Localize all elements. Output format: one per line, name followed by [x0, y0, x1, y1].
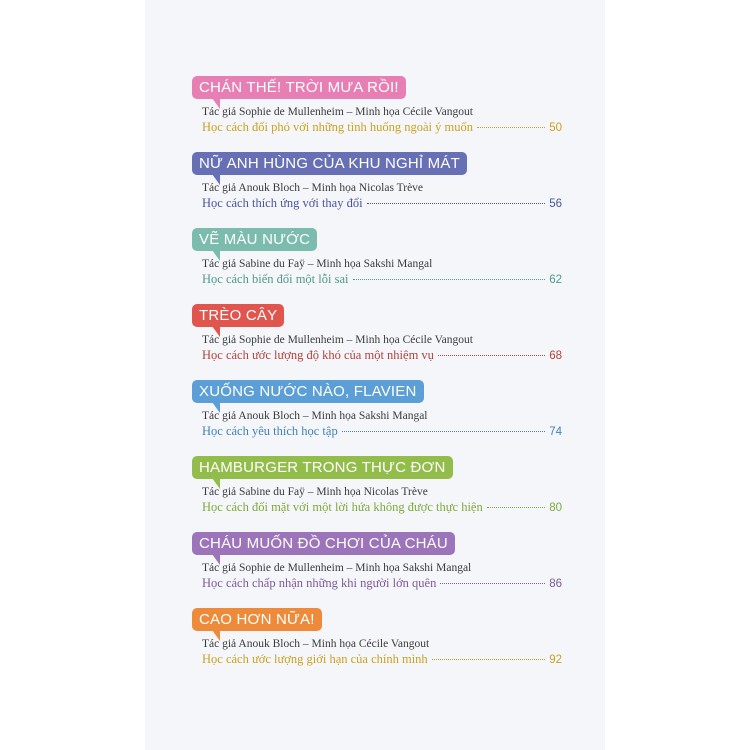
page-number: 86 [549, 578, 562, 590]
toc-entry [192, 76, 562, 135]
dot-leader [432, 659, 546, 660]
dot-leader [477, 127, 545, 128]
speech-bubble [192, 380, 424, 403]
story-title: HAMBURGER TRONG THỰC ĐƠN [192, 456, 453, 479]
toc-entry [192, 380, 562, 439]
author-credit: Tác giả Sabine du Faÿ – Minh họa Sakshi Mangal [202, 258, 433, 270]
story-title: TRÈO CÂY [192, 304, 284, 327]
story-title: CHÁN THẾ! TRỜI MƯA RỒI! [192, 76, 406, 99]
page-number: 62 [549, 274, 562, 286]
page-number: 50 [549, 122, 562, 134]
lesson-text: Học cách yêu thích học tập [202, 424, 338, 438]
dot-leader [367, 203, 546, 204]
lesson-text: Học cách biến đổi một lỗi sai [202, 272, 349, 286]
lesson-text: Học cách ước lượng giới hạn của chính mình [202, 652, 428, 666]
story-title: NỮ ANH HÙNG CỦA KHU NGHỈ MÁT [192, 152, 467, 175]
page-number: 56 [549, 198, 562, 210]
author-credit: Tác giả Sabine du Faÿ – Minh họa Nicolas Trève [202, 486, 428, 498]
page-number: 80 [549, 502, 562, 514]
author-credit: Tác giả Anouk Bloch – Minh họa Cécile Vangout [202, 638, 430, 650]
lesson-line [192, 348, 562, 363]
author-credit: Tác giả Sophie de Mullenheim – Minh họa Cécile Vangout [202, 334, 473, 346]
speech-bubble-tail [212, 250, 220, 261]
page-number: 92 [549, 654, 562, 666]
author-credit: Tác giả Sophie de Mullenheim – Minh họa Cécile Vangout [202, 106, 473, 118]
dot-leader [487, 507, 545, 508]
lesson-text: Học cách chấp nhận những khi người lớn quên [202, 576, 437, 590]
speech-bubble [192, 608, 322, 631]
toc-entry [192, 152, 562, 211]
speech-bubble [192, 152, 467, 175]
author-credit: Tác giả Anouk Bloch – Minh họa Sakshi Mangal [202, 410, 428, 422]
author-credit: Tác giả Anouk Bloch – Minh họa Nicolas Trève [202, 182, 424, 194]
speech-bubble-tail [212, 630, 220, 641]
speech-bubble [192, 456, 453, 479]
lesson-text: Học cách đối mặt với một lời hứa không được thực hiện [202, 500, 483, 514]
dot-leader [438, 355, 545, 356]
lesson-line [192, 652, 562, 667]
speech-bubble [192, 76, 406, 99]
lesson-line [192, 424, 562, 439]
speech-bubble-tail [212, 402, 220, 413]
lesson-line [192, 500, 562, 515]
speech-bubble-tail [212, 98, 220, 109]
story-title: CHÁU MUỐN ĐỒ CHƠI CỦA CHÁU [192, 532, 455, 555]
dot-leader [342, 431, 545, 432]
story-title: XUỐNG NƯỚC NÀO, FLAVIEN [192, 380, 424, 403]
speech-bubble-tail [212, 478, 220, 489]
speech-bubble [192, 228, 317, 251]
page-number: 68 [549, 350, 562, 362]
speech-bubble [192, 532, 455, 555]
toc-entry [192, 456, 562, 515]
page-number: 74 [549, 426, 562, 438]
lesson-line [192, 272, 562, 287]
story-title: VẼ MÀU NƯỚC [192, 228, 317, 251]
lesson-text: Học cách ước lượng độ khó của một nhiệm vụ [202, 348, 434, 362]
author-credit: Tác giả Sophie de Mullenheim – Minh họa Sakshi Mangal [202, 562, 472, 574]
speech-bubble-tail [212, 554, 220, 565]
story-title: CAO HƠN NỮA! [192, 608, 322, 631]
toc-entry [192, 228, 562, 287]
speech-bubble-tail [212, 174, 220, 185]
toc-entry [192, 608, 562, 667]
speech-bubble-tail [212, 326, 220, 337]
toc-entry [192, 304, 562, 363]
lesson-line [192, 120, 562, 135]
lesson-line [192, 196, 562, 211]
lesson-text: Học cách thích ứng với thay đổi [202, 196, 363, 210]
speech-bubble [192, 304, 284, 327]
lesson-line [192, 576, 562, 591]
dot-leader [440, 583, 545, 584]
lesson-text: Học cách đối phó với những tình huống ngoài ý muốn [202, 120, 473, 134]
toc-entry [192, 532, 562, 591]
dot-leader [353, 279, 546, 280]
